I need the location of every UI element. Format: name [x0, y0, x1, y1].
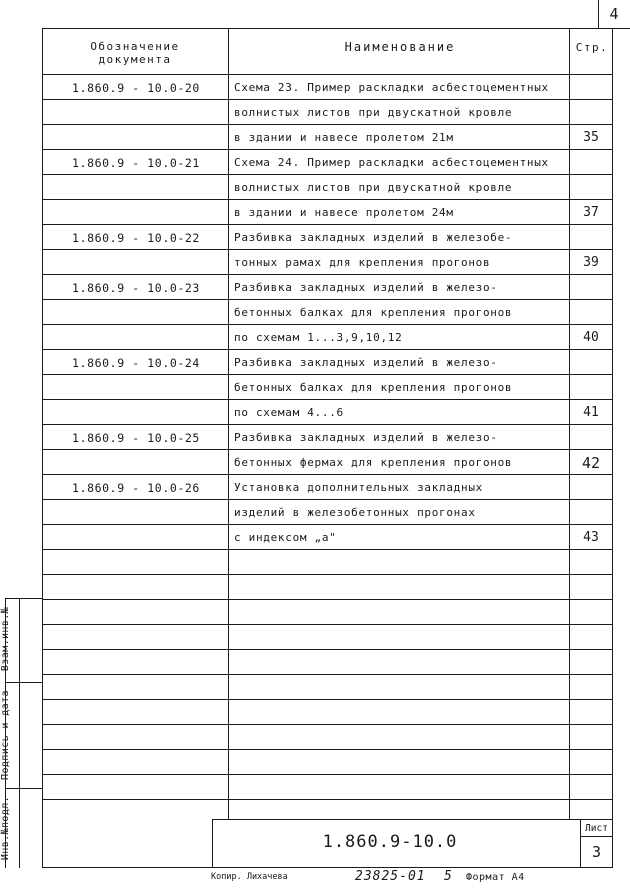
row-name-line: бетонных балках для крепления прогонов — [234, 306, 513, 319]
row-name-line: Разбивка закладных изделий в железо- — [234, 281, 498, 294]
row-name-line: в здании и навесе пролетом 24м — [234, 206, 454, 219]
header-page: Стр. — [575, 41, 609, 54]
title-doc-code: 1.860.9-10.0 — [322, 832, 458, 852]
header-name: Наименование — [344, 40, 456, 54]
row-name-line: волнистых листов при двускатной кровле — [234, 106, 513, 119]
row-code: 1.860.9 - 10.0-20 — [72, 81, 200, 95]
footer-sheet-count: 5 — [444, 869, 452, 884]
row-name-line: бетонных балках для крепления прогонов — [234, 381, 513, 394]
footer-copied-by: Копир. Лихачева — [211, 872, 288, 882]
footer-order-number: 23825-01 — [355, 869, 426, 884]
row-code: 1.860.9 - 10.0-25 — [72, 431, 200, 445]
row-page: 41 — [583, 405, 599, 420]
row-name-line: по схемам 4...6 — [234, 406, 344, 419]
sheet-number: 3 — [591, 843, 602, 861]
row-name-line: Установка дополнительных закладных — [234, 481, 483, 494]
row-name-line: Разбивка закладных изделий в железо- — [234, 431, 498, 444]
row-name-line: Схема 24. Пример раскладки асбестоцементных — [234, 156, 549, 169]
side-label-vzam-inv: Взам.инв.№ — [0, 606, 11, 672]
row-code: 1.860.9 - 10.0-22 — [72, 231, 200, 245]
row-page: 42 — [581, 454, 601, 472]
row-code: 1.860.9 - 10.0-23 — [72, 281, 200, 295]
row-code: 1.860.9 - 10.0-21 — [72, 156, 200, 170]
sheet-corner-number: 4 — [609, 5, 619, 23]
row-page: 39 — [583, 255, 599, 270]
row-code: 1.860.9 - 10.0-26 — [72, 481, 200, 495]
side-label-inv-podl: Инв.№подл. — [0, 795, 11, 861]
row-name-line: по схемам 1...3,9,10,12 — [234, 331, 403, 344]
row-page: 40 — [583, 330, 599, 345]
row-page: 43 — [583, 530, 599, 545]
row-name-line: тонных рамах для крепления прогонов — [234, 256, 491, 269]
row-name-line: Схема 23. Пример раскладки асбестоцементных — [234, 81, 549, 94]
row-name-line: Разбивка закладных изделий в железобе- — [234, 231, 513, 244]
side-label-signature-date: Подпись и дата — [0, 690, 11, 780]
sheet-label: Лист — [585, 823, 608, 834]
row-name-line: с индексом „а" — [234, 531, 337, 544]
row-code: 1.860.9 - 10.0-24 — [72, 356, 200, 370]
row-name-line: бетонных фермах для крепления прогонов — [234, 456, 513, 469]
row-page: 37 — [583, 205, 599, 220]
row-name-line: в здании и навесе пролетом 21м — [234, 131, 454, 144]
row-name-line: изделий в железобетонных прогонах — [234, 506, 476, 519]
header-designation: Обозначение документа — [90, 40, 180, 66]
row-name-line: волнистых листов при двускатной кровле — [234, 181, 513, 194]
row-page: 35 — [583, 130, 599, 145]
footer-format: Формат А4 — [466, 872, 525, 883]
row-name-line: Разбивка закладных изделий в железо- — [234, 356, 498, 369]
